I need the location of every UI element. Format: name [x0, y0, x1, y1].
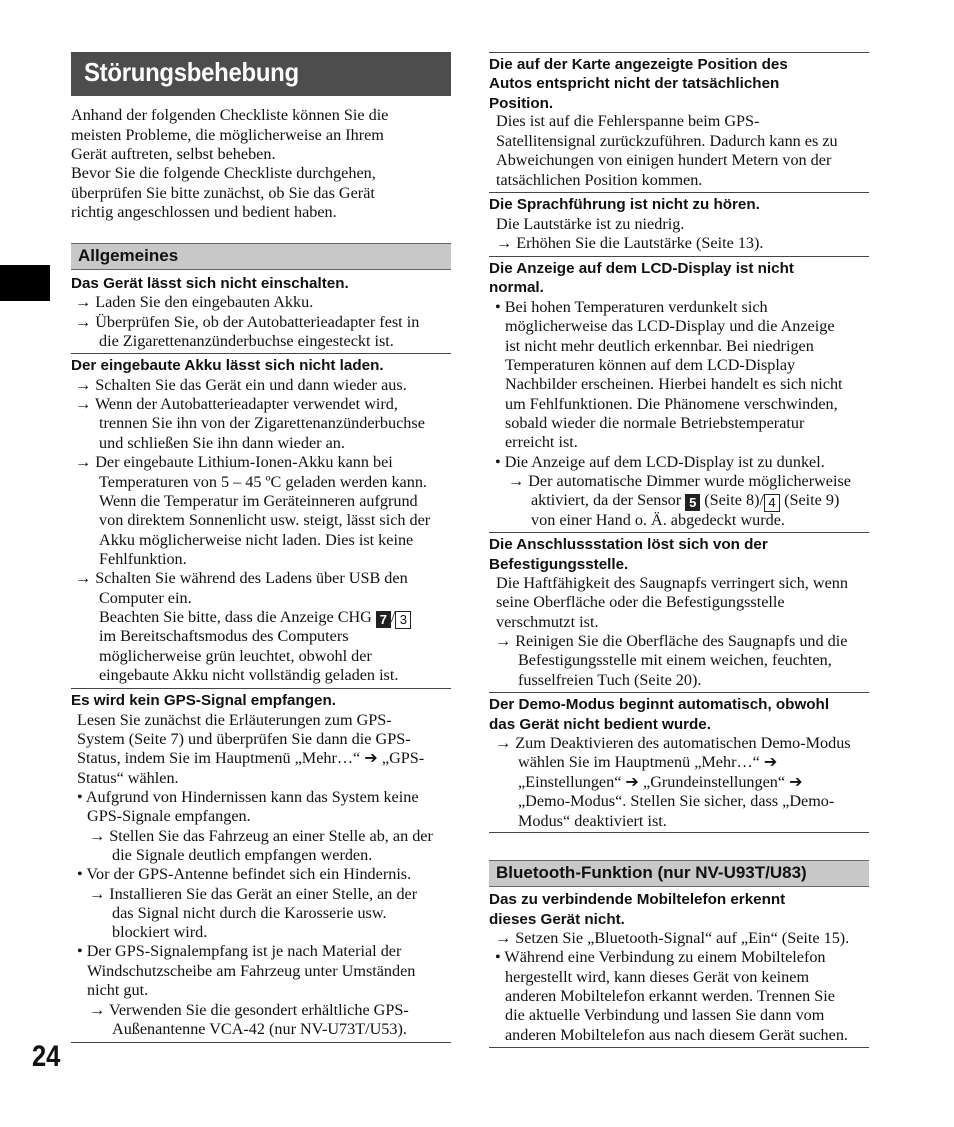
problem-heading: Der Demo-Modus beginnt automatisch, obwohl: [489, 696, 830, 713]
divider: [489, 692, 869, 693]
solution-line: trennen Sie ihn von der Zigarettenanzünderbuchse: [99, 414, 425, 432]
solution-line: möglicherweise das LCD-Display und die Anzeige: [505, 317, 835, 335]
problem-heading: Das Gerät lässt sich nicht einschalten.: [71, 275, 349, 292]
solution-text: aktiviert, da der Sensor: [531, 491, 682, 509]
solution-line: Fehlfunktion.: [99, 550, 187, 568]
divider: [71, 688, 451, 689]
solution-line: von einer Hand o. Ä. abgedeckt wurde.: [531, 511, 785, 529]
solution-line: → Laden Sie den eingebauten Akku.: [75, 293, 314, 311]
divider: [489, 1047, 869, 1048]
divider: [71, 353, 451, 354]
divider: [489, 192, 869, 193]
solution-line: Abweichungen von einigen hundert Metern von der: [496, 151, 832, 169]
solution-line: Temperaturen können auf dem LCD-Display: [505, 356, 796, 374]
solution-line: und schließen Sie ihn dann wieder an.: [99, 434, 345, 452]
section-header-general: [71, 243, 451, 270]
chg-indicator-ref: 7: [376, 611, 391, 628]
solution-line: Wenn die Temperatur im Geräteinneren aufgrund: [99, 492, 418, 510]
solution-line: • Vor der GPS-Antenne befindet sich ein Hindernis.: [77, 865, 412, 883]
intro-line: Bevor Sie die folgende Checkliste durchgehen,: [71, 164, 376, 182]
divider: [489, 256, 869, 257]
problem-heading: normal.: [489, 279, 544, 296]
divider: [489, 532, 869, 533]
solution-line: → Überprüfen Sie, ob der Autobatterieadapter fest in: [75, 313, 420, 331]
divider: [71, 1042, 451, 1043]
solution-line: → Reinigen Sie die Oberfläche des Saugnapfs und die: [495, 632, 848, 650]
solution-line: System (Seite 7) und überprüfen Sie dann die GPS-: [77, 730, 411, 748]
solution-line: → Der automatische Dimmer wurde möglicherweise: [508, 472, 851, 490]
solution-text: (Seite 9): [784, 491, 840, 509]
solution-line: von direktem Sonnenlicht usw. steigt, lässt sich der: [99, 511, 431, 529]
solution-line: hergestellt wird, kann dieses Gerät von keinem: [505, 968, 810, 986]
solution-line: [99, 608, 411, 629]
problem-heading: das Gerät nicht bedient wurde.: [489, 716, 711, 733]
solution-line: GPS-Signale empfangen.: [87, 807, 251, 825]
problem-heading: Autos entspricht nicht der tatsächlichen: [489, 75, 780, 92]
solution-line: • Während eine Verbindung zu einem Mobiltelefon: [495, 948, 826, 966]
solution-line: sobald wieder die normale Betriebstemperatur: [505, 414, 805, 432]
solution-line: Modus“ deaktiviert ist.: [518, 812, 667, 830]
solution-line: nicht gut.: [87, 981, 149, 999]
solution-line: → Schalten Sie während des Ladens über USB den: [75, 569, 408, 587]
intro-line: Gerät auftreten, selbst beheben.: [71, 145, 276, 163]
solution-line: blockiert wird.: [112, 923, 208, 941]
solution-line: Status“ wählen.: [77, 769, 179, 787]
solution-line: • Die Anzeige auf dem LCD-Display ist zu dunkel.: [495, 453, 825, 471]
solution-line: [531, 491, 839, 512]
solution-line: verschmutzt ist.: [496, 613, 599, 631]
solution-line: Lesen Sie zunächst die Erläuterungen zum GPS-: [77, 711, 392, 729]
chapter-tab-marker: [0, 265, 50, 301]
solution-line: • Aufgrund von Hindernissen kann das System keine: [77, 788, 419, 806]
problem-heading: Position.: [489, 95, 554, 112]
solution-line: Computer ein.: [99, 589, 192, 607]
solution-line: wählen Sie im Hauptmenü „Mehr…“ ➔: [518, 753, 778, 771]
solution-line: im Bereitschaftsmodus des Computers: [99, 627, 349, 645]
solution-line: die aktuelle Verbindung und lassen Sie dann vom: [505, 1006, 825, 1024]
divider: [489, 52, 869, 53]
problem-heading: Die auf der Karte angezeigte Position des: [489, 56, 788, 73]
solution-line: • Der GPS-Signalempfang ist je nach Material der: [77, 942, 402, 960]
intro-line: überprüfen Sie bitte zunächst, ob Sie das Gerät: [71, 184, 375, 202]
problem-heading: Es wird kein GPS-Signal empfangen.: [71, 692, 336, 709]
problem-heading: Der eingebaute Akku lässt sich nicht laden.: [71, 357, 384, 374]
solution-line: Satellitensignal zurückzuführen. Dadurch kann es zu: [496, 132, 838, 150]
solution-line: Temperaturen von 5 – 45 ºC geladen werden kann.: [99, 473, 427, 491]
sensor-ref: 5: [685, 494, 700, 511]
problem-heading: Die Anschlussstation löst sich von der: [489, 536, 768, 553]
solution-line: eingebaute Akku nicht vollständig geladen ist.: [99, 666, 399, 684]
intro-line: Anhand der folgenden Checkliste können Sie die: [71, 106, 389, 124]
solution-line: Dies ist auf die Fehlerspanne beim GPS-: [496, 112, 760, 130]
solution-line: „Einstellungen“ ➔ „Grundeinstellungen“ ➔: [518, 773, 803, 791]
intro-line: richtig angeschlossen und bedient haben.: [71, 203, 337, 221]
solution-line: ist nicht mehr deutlich erkennbar. Bei niedrigen: [505, 337, 814, 355]
intro-line: meisten Probleme, die möglicherweise an Ihrem: [71, 126, 384, 144]
solution-line: Die Lautstärke ist zu niedrig.: [496, 215, 685, 233]
page-title: Störungsbehebung: [84, 57, 299, 87]
solution-line: „Demo-Modus“. Stellen Sie sicher, dass „Demo-: [518, 792, 835, 810]
solution-line: die Signale deutlich empfangen werden.: [112, 846, 373, 864]
divider: [489, 832, 869, 833]
solution-line: → Der eingebaute Lithium-Ionen-Akku kann bei: [75, 453, 393, 471]
solution-line: anderen Mobiltelefon erkannt werden. Trennen Sie: [505, 987, 835, 1005]
problem-heading: Die Anzeige auf dem LCD-Display ist nicht: [489, 260, 794, 277]
solution-line: Windschutzscheibe am Fahrzeug unter Umständen: [87, 962, 416, 980]
solution-line: fusselfreien Tuch (Seite 20).: [518, 671, 702, 689]
page-title-bar: [71, 52, 451, 96]
chg-separator: /: [390, 608, 396, 626]
solution-text: (Seite 8)/: [704, 491, 765, 509]
sensor-ref: 4: [764, 494, 780, 512]
solution-line: anderen Mobiltelefon aus nach diesem Gerät suchen.: [505, 1026, 848, 1044]
solution-line: um Fehlfunktionen. Die Phänomene verschwinden,: [505, 395, 838, 413]
solution-line: Die Haftfähigkeit des Saugnapfs verringert sich, wenn: [496, 574, 848, 592]
solution-line: seine Oberfläche oder die Befestigungsstelle: [496, 593, 785, 611]
solution-line: tatsächlichen Position kommen.: [496, 171, 703, 189]
solution-line: möglicherweise grün leuchtet, obwohl der: [99, 647, 372, 665]
solution-line: Status, indem Sie im Hauptmenü „Mehr…“ ➔ „GPS-: [77, 749, 425, 767]
solution-line: • Bei hohen Temperaturen verdunkelt sich: [495, 298, 768, 316]
solution-line: die Zigarettenanzünderbuchse eingesteckt ist.: [99, 332, 394, 350]
section-title: Bluetooth-Funktion (nur NV-U93T/U83): [496, 863, 807, 882]
solution-line: Befestigungsstelle mit einem weichen, feuchten,: [518, 651, 832, 669]
solution-line: Außenantenne VCA-42 (nur NV-U73T/U53).: [112, 1020, 407, 1038]
solution-line: → Erhöhen Sie die Lautstärke (Seite 13).: [496, 234, 764, 252]
solution-line: Nachbilder erscheinen. Hierbei handelt es sich nicht: [505, 375, 843, 393]
solution-line: → Setzen Sie „Bluetooth-Signal“ auf „Ein“ (Seite 15).: [495, 929, 850, 947]
solution-line: → Zum Deaktivieren des automatischen Demo-Modus: [495, 734, 851, 752]
solution-line: → Wenn der Autobatterieadapter verwendet wird,: [75, 395, 398, 413]
solution-line: Akku möglicherweise nicht laden. Dies ist keine: [99, 531, 414, 549]
solution-line: erreicht ist.: [505, 433, 578, 451]
problem-heading: dieses Gerät nicht.: [489, 911, 625, 928]
problem-heading: Die Sprachführung ist nicht zu hören.: [489, 196, 760, 213]
solution-line: → Schalten Sie das Gerät ein und dann wieder aus.: [75, 376, 407, 394]
solution-line: → Stellen Sie das Fahrzeug an einer Stelle ab, an der: [89, 827, 433, 845]
problem-heading: Das zu verbindende Mobiltelefon erkennt: [489, 891, 786, 908]
section-header-bluetooth: [489, 860, 869, 887]
section-title: Allgemeines: [78, 246, 179, 265]
chg-indicator-ref: 3: [395, 611, 411, 629]
solution-line: → Installieren Sie das Gerät an einer Stelle, an der: [89, 885, 418, 903]
solution-line: das Signal nicht durch die Karosserie usw.: [112, 904, 387, 922]
solution-line: → Verwenden Sie die gesondert erhältliche GPS-: [89, 1001, 409, 1019]
page-number: 24: [32, 1040, 61, 1073]
solution-text: Beachten Sie bitte, dass die Anzeige CHG: [99, 608, 372, 626]
problem-heading: Befestigungsstelle.: [489, 556, 629, 573]
